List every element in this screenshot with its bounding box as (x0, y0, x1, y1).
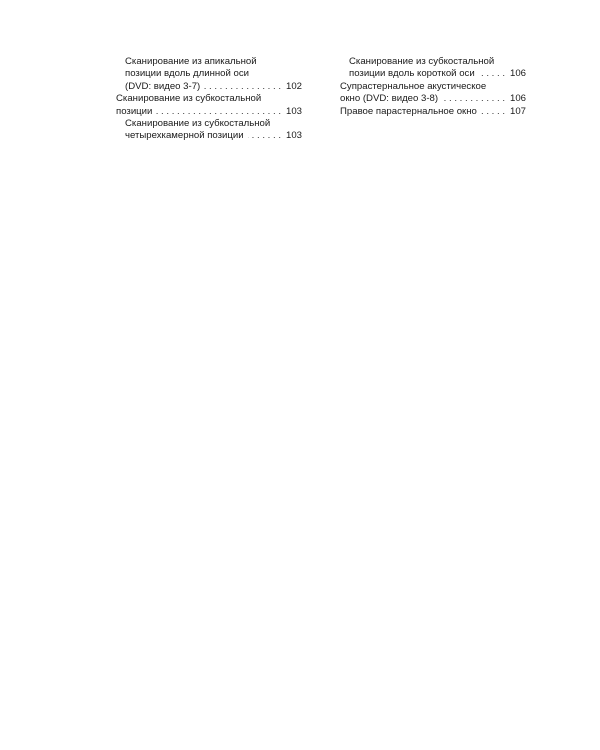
toc-entry-text-line: Супрастернальное акустическое (340, 80, 487, 92)
toc-entry-text-line: Сканирование из апикальной (125, 56, 257, 67)
toc-page-number: 103 (285, 105, 302, 117)
toc-entry-text-line: четырехкамерной позиции (125, 130, 244, 142)
toc-entry-last-line (349, 68, 526, 80)
toc-entry[interactable] (116, 56, 302, 93)
toc-entry-last-line (116, 106, 302, 118)
toc-page-number: 106 (509, 68, 526, 80)
toc-entry-last-line (125, 130, 302, 142)
toc-right-column (340, 56, 526, 118)
toc-entry-last-line (340, 106, 526, 118)
toc-dot-leader (204, 81, 281, 93)
toc-entry-text-line: Сканирование из субкостальной (125, 118, 271, 130)
toc-dot-leader (156, 106, 281, 118)
toc-entry[interactable] (340, 106, 526, 118)
toc-entry-text-line: позиции вдоль короткой оси (349, 68, 475, 80)
toc-entry-text-line: Сканирование из субкостальной (349, 56, 495, 67)
toc-entry[interactable] (340, 56, 526, 81)
toc-entry-last-line (125, 81, 302, 93)
toc-entry-text-line: позиции (116, 105, 153, 117)
toc-page-number: 103 (285, 130, 302, 142)
toc-entry[interactable] (116, 118, 302, 143)
toc-entry-text-line: окно (DVD: видео 3-8) (340, 93, 439, 105)
toc-entry-text-line: Правое парастернальное окно (340, 105, 477, 117)
toc-entry[interactable] (116, 93, 302, 118)
toc-entry[interactable] (340, 81, 526, 106)
toc-dot-leader (479, 68, 505, 80)
toc-entry-text-line: позиции вдоль длинной оси (125, 68, 250, 80)
toc-entry-text-line: Сканирование из субкостальной (116, 93, 262, 105)
toc-left-column (116, 56, 302, 143)
toc-entry-last-line (340, 93, 526, 105)
toc-dot-leader (248, 130, 281, 142)
toc-dot-leader (442, 93, 505, 105)
toc-page-number: 106 (509, 93, 526, 105)
toc-entry-text-line: (DVD: видео 3-7) (125, 80, 201, 92)
toc-page-number: 107 (509, 105, 526, 117)
toc-dot-leader (481, 106, 505, 118)
toc-page-number: 102 (285, 80, 302, 92)
